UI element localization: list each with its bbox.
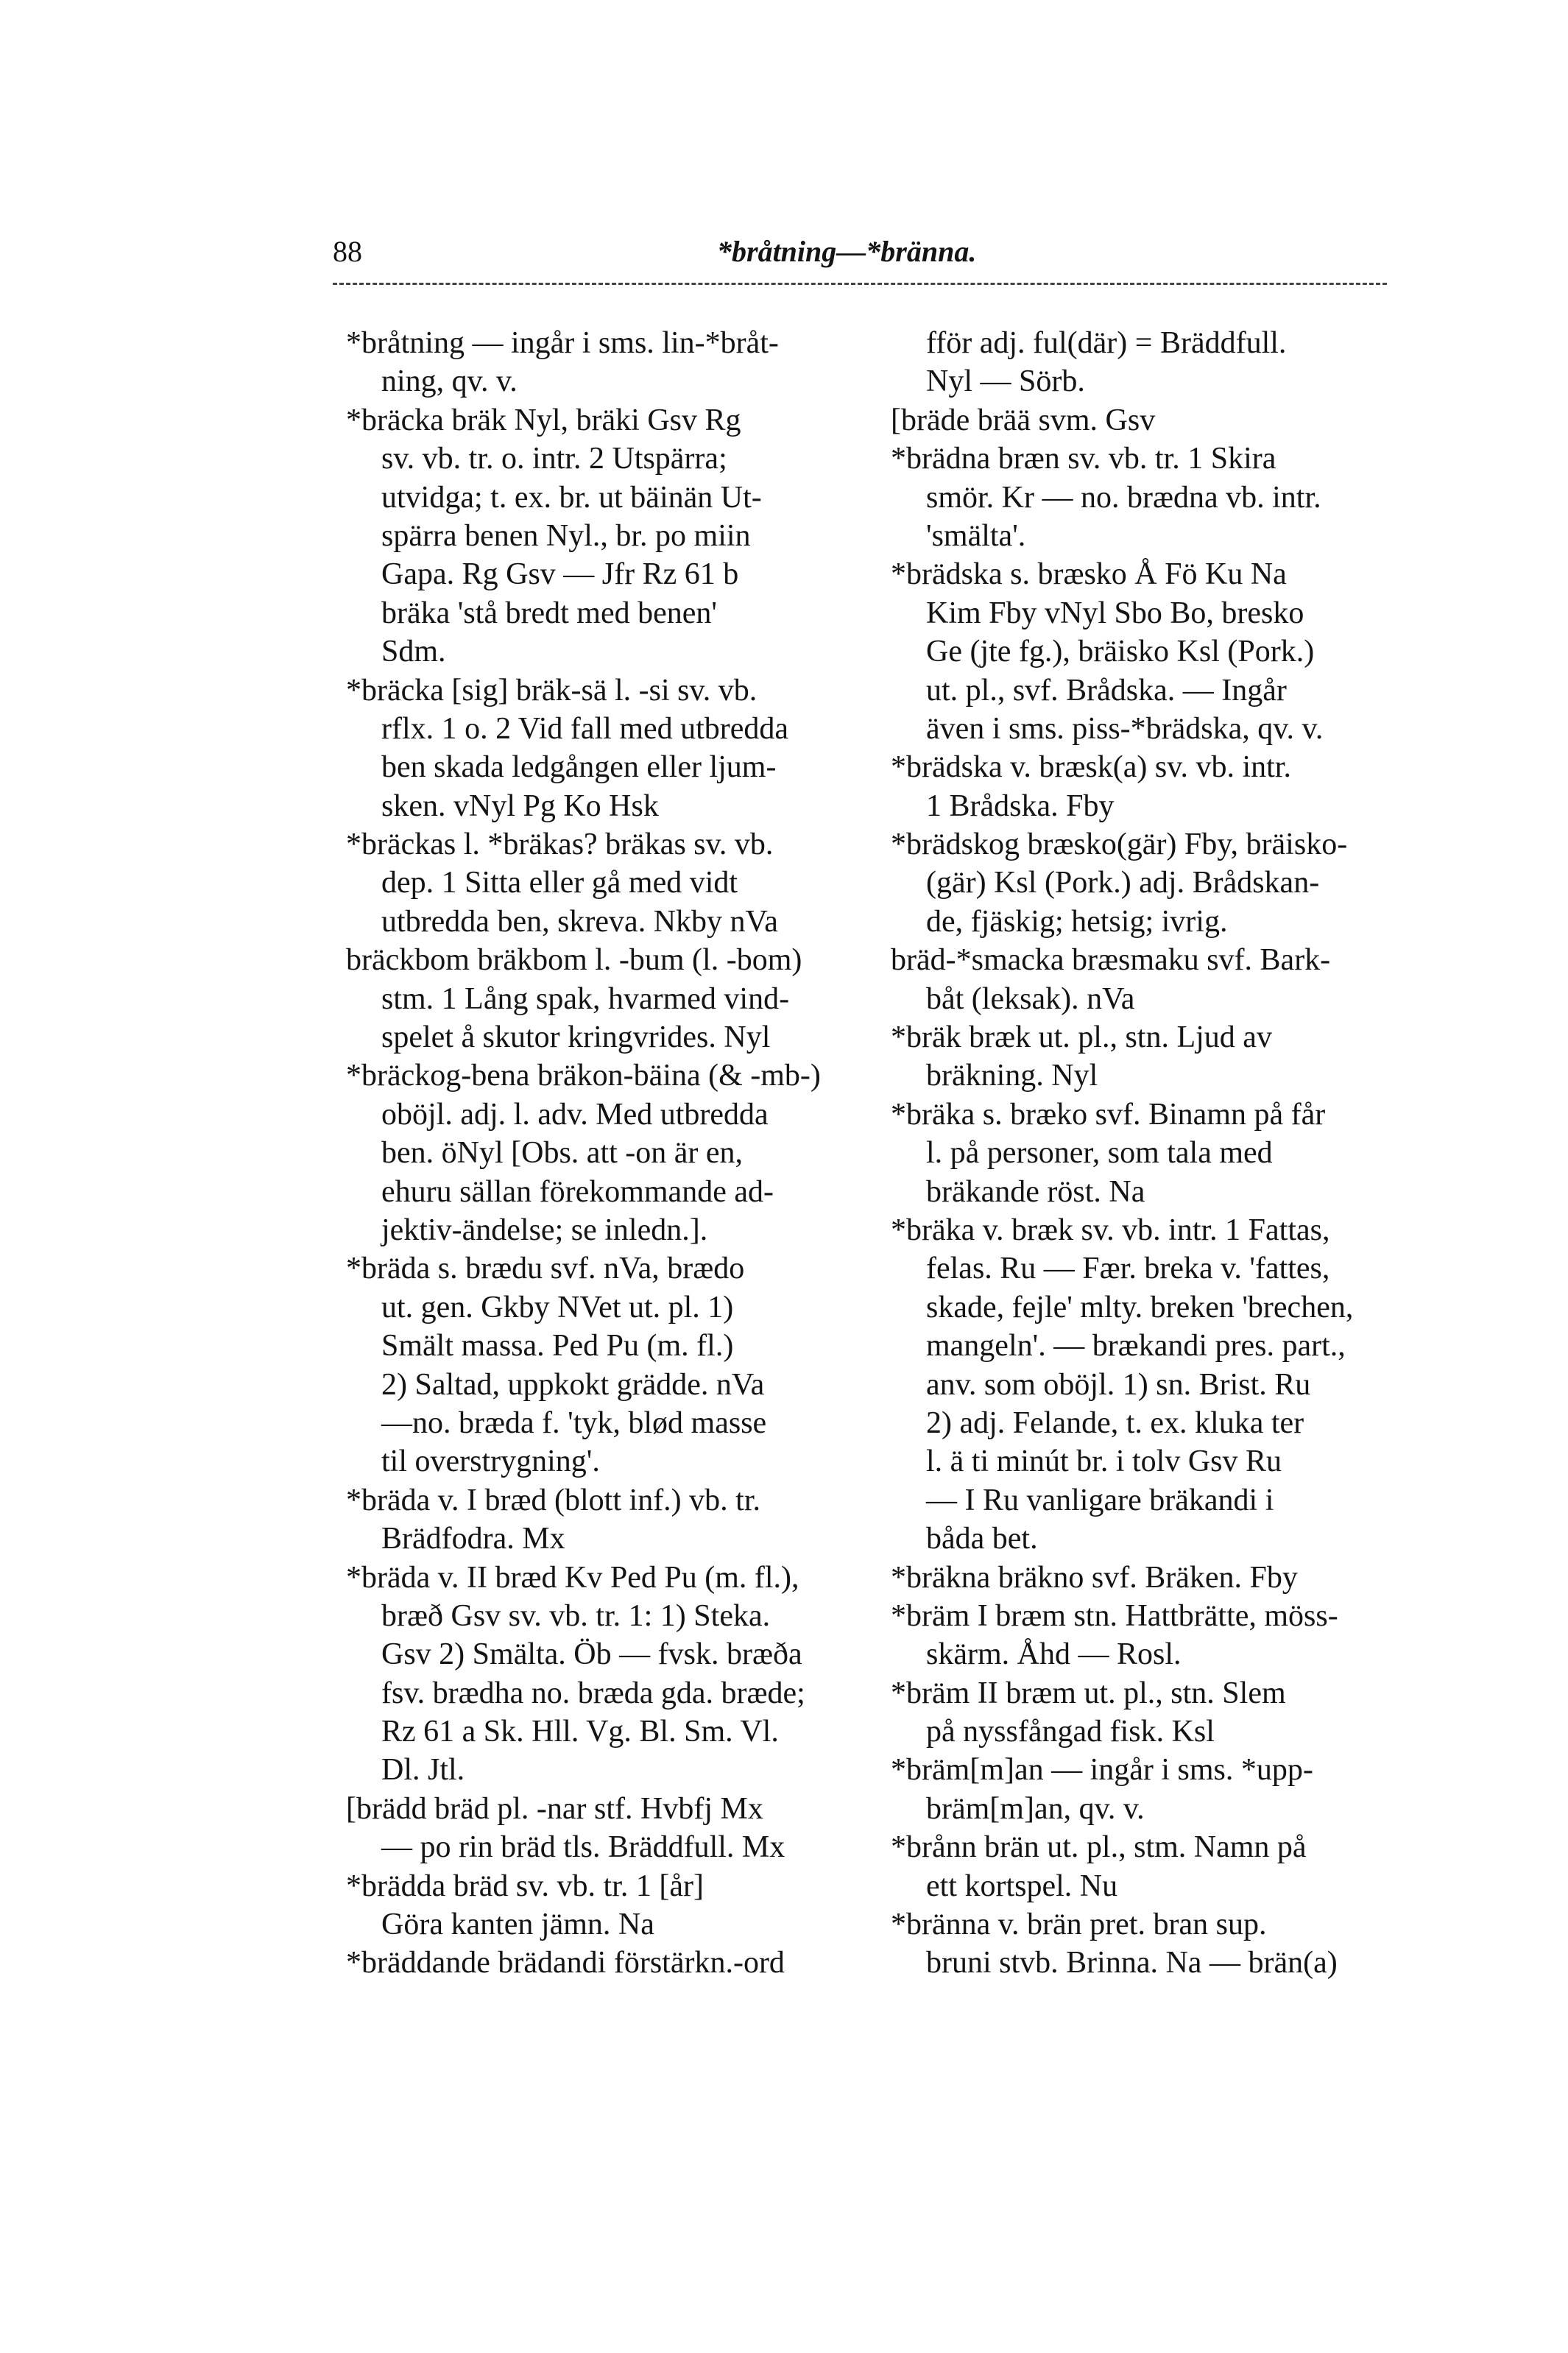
dictionary-line: smör. Kr — no. brædna vb. intr. xyxy=(926,480,1321,515)
dictionary-line: Sdm. xyxy=(381,635,446,669)
dictionary-line: sv. vb. tr. o. intr. 2 Utspärra; xyxy=(381,442,727,476)
dictionary-line: skärm. Åhd — Rosl. xyxy=(926,1637,1182,1672)
dictionary-line: til overstrygning'. xyxy=(381,1444,600,1479)
dictionary-line: Ge (jte fg.), bräisko Ksl (Pork.) xyxy=(926,635,1315,669)
dictionary-line: spärra benen Nyl., br. po miin xyxy=(381,518,751,553)
dictionary-entry-line: *bräckas l. *bräkas? bräkas sv. vb. xyxy=(346,828,774,862)
dictionary-line: ett kortspel. Nu xyxy=(926,1869,1118,1903)
dictionary-line: Nyl — Sörb. xyxy=(926,364,1085,399)
dictionary-entry-line: *brädskog bræsko(gär) Fby, bräisko- xyxy=(891,828,1348,862)
dictionary-line: båda bet. xyxy=(926,1522,1038,1556)
dictionary-line: 1 Brådska. Fby xyxy=(926,789,1115,823)
dictionary-line: ben. öNyl [Obs. att -on är en, xyxy=(381,1136,744,1171)
dictionary-line: anv. som oböjl. 1) sn. Brist. Ru xyxy=(926,1367,1311,1402)
dictionary-entry-line: *brädska s. bræsko Å Fö Ku Na xyxy=(891,557,1287,592)
dictionary-line: spelet å skutor kringvrides. Nyl xyxy=(381,1020,771,1055)
dictionary-entry-line: *bräm[m]an — ingår i sms. *upp- xyxy=(891,1753,1313,1788)
dictionary-line: ehuru sällan förekommande ad- xyxy=(381,1174,774,1209)
dictionary-entry-line: *bräcka [sig] bräk-sä l. -si sv. vb. xyxy=(346,673,757,708)
dictionary-entry-line: *bräk bræk ut. pl., stn. Ljud av xyxy=(891,1020,1272,1055)
dictionary-line: 'smälta'. xyxy=(926,518,1026,553)
dictionary-line: de, fjäskig; hetsig; ivrig. xyxy=(926,904,1228,939)
dictionary-entry-line: *brånn brän ut. pl., stm. Namn på xyxy=(891,1830,1307,1865)
dictionary-line: felas. Ru — Fær. breka v. 'fattes, xyxy=(926,1252,1330,1286)
running-head: *bråtning—*bränna. xyxy=(717,235,977,268)
dictionary-line: ut. pl., svf. Brådska. — Ingår xyxy=(926,673,1287,708)
right-column xyxy=(891,324,1377,1983)
dictionary-line: båt (leksak). nVa xyxy=(926,981,1135,1016)
dictionary-line: mangeln'. — brækandi pres. part., xyxy=(926,1329,1346,1364)
dictionary-line: stm. 1 Lång spak, hvarmed vind- xyxy=(381,981,790,1016)
dictionary-entry-line: *bräddande brädandi förstärkn.-ord xyxy=(346,1946,785,1980)
dictionary-entry-line: [brädd bräd pl. -nar stf. Hvbfj Mx xyxy=(346,1791,763,1826)
dictionary-entry-line: *brädna bræn sv. vb. tr. 1 Skira xyxy=(891,442,1276,476)
dictionary-entry-line: bräckbom bräkbom l. -bum (l. -bom) xyxy=(346,943,802,978)
dictionary-line: Gsv 2) Smälta. Öb — fvsk. bræða xyxy=(381,1637,802,1672)
dictionary-line: bräkande röst. Na xyxy=(926,1174,1145,1209)
dictionary-line: fför adj. ful(där) = Bräddfull. xyxy=(926,326,1287,360)
dictionary-line: skade, fejle' mlty. breken 'brechen, xyxy=(926,1290,1354,1324)
dictionary-line: ning, qv. v. xyxy=(381,364,518,399)
dictionary-line: 2) adj. Felande, t. ex. kluka ter xyxy=(926,1405,1304,1440)
left-column xyxy=(346,324,832,1983)
dictionary-entry-line: *brädska v. bræsk(a) sv. vb. intr. xyxy=(891,750,1291,785)
dictionary-line: ben skada ledgången eller ljum- xyxy=(381,750,777,785)
dictionary-entry-line: *bräda v. I bræd (blott inf.) vb. tr. xyxy=(346,1483,761,1517)
dictionary-entry-line: *bräm II bræm ut. pl., stn. Slem xyxy=(891,1676,1286,1710)
dictionary-line: l. ä ti minút br. i tolv Gsv Ru xyxy=(926,1444,1282,1479)
dictionary-line: Dl. Jtl. xyxy=(381,1753,465,1788)
dictionary-line: — po rin bräd tls. Bräddfull. Mx xyxy=(381,1830,785,1865)
dictionary-line: —no. bræda f. 'tyk, blød masse xyxy=(381,1405,767,1440)
dictionary-line: Göra kanten jämn. Na xyxy=(381,1908,654,1942)
dictionary-line: bräkning. Nyl xyxy=(926,1059,1098,1093)
dictionary-entry-line: *bräda v. II bræd Kv Ped Pu (m. fl.), xyxy=(346,1560,799,1595)
dictionary-entry-line: *bräcka bräk Nyl, bräki Gsv Rg xyxy=(346,403,741,437)
dictionary-line: även i sms. piss-*brädska, qv. v. xyxy=(926,711,1324,746)
dictionary-entry-line: *bräka s. bræko svf. Binamn på får xyxy=(891,1097,1326,1132)
dictionary-line: l. på personer, som tala med xyxy=(926,1136,1273,1171)
dictionary-entry-line: *bräkna bräkno svf. Bräken. Fby xyxy=(891,1560,1298,1595)
header-rule xyxy=(333,283,1387,285)
dictionary-line: Brädfodra. Mx xyxy=(381,1522,565,1556)
dictionary-line: bræð Gsv sv. vb. tr. 1: 1) Steka. xyxy=(381,1598,771,1633)
dictionary-entry-line: bräd-*smacka bræsmaku svf. Bark- xyxy=(891,943,1331,978)
dictionary-line: 2) Saltad, uppkokt grädde. nVa xyxy=(381,1367,765,1402)
dictionary-line: bräka 'stå bredt med benen' xyxy=(381,596,717,630)
dictionary-entry-line: *bräm I bræm stn. Hattbrätte, möss- xyxy=(891,1598,1338,1633)
dictionary-line: Kim Fby vNyl Sbo Bo, bresko xyxy=(926,596,1304,630)
dictionary-line: ut. gen. Gkby NVet ut. pl. 1) xyxy=(381,1290,734,1324)
dictionary-line: rflx. 1 o. 2 Vid fall med utbredda xyxy=(381,711,789,746)
dictionary-line: Gapa. Rg Gsv — Jfr Rz 61 b xyxy=(381,557,739,592)
dictionary-line: Rz 61 a Sk. Hll. Vg. Bl. Sm. Vl. xyxy=(381,1715,779,1749)
dictionary-entry-line: *bräda s. brædu svf. nVa, brædo xyxy=(346,1252,745,1286)
dictionary-line: fsv. brædha no. bræda gda. bræde; xyxy=(381,1676,805,1710)
dictionary-entry-line: *bråtning — ingår i sms. lin-*bråt- xyxy=(346,326,779,360)
dictionary-line: jektiv-ändelse; se inledn.]. xyxy=(381,1213,708,1247)
dictionary-line: på nyssfångad fisk. Ksl xyxy=(926,1715,1215,1749)
dictionary-line: (gär) Ksl (Pork.) adj. Brådskan- xyxy=(926,866,1320,900)
dictionary-line: oböjl. adj. l. adv. Med utbredda xyxy=(381,1097,769,1132)
dictionary-entry-line: *brädda bräd sv. vb. tr. 1 [år] xyxy=(346,1869,704,1903)
dictionary-line: bruni stvb. Brinna. Na — brän(a) xyxy=(926,1946,1338,1980)
page-number: 88 xyxy=(333,235,362,268)
dictionary-line: bräm[m]an, qv. v. xyxy=(926,1791,1145,1826)
dictionary-entry-line: *bränna v. brän pret. bran sup. xyxy=(891,1908,1267,1942)
dictionary-line: Smält massa. Ped Pu (m. fl.) xyxy=(381,1329,734,1364)
dictionary-entry-line: *bräckog-bena bräkon-bäina (& -mb-) xyxy=(346,1059,821,1093)
dictionary-entry-line: [bräde brää svm. Gsv xyxy=(891,403,1156,437)
dictionary-line: sken. vNyl Pg Ko Hsk xyxy=(381,789,659,823)
dictionary-entry-line: *bräka v. bræk sv. vb. intr. 1 Fattas, xyxy=(891,1213,1330,1247)
dictionary-line: — I Ru vanligare bräkandi i xyxy=(926,1483,1274,1517)
dictionary-line: dep. 1 Sitta eller gå med vidt xyxy=(381,866,738,900)
dictionary-line: utbredda ben, skreva. Nkby nVa xyxy=(381,904,778,939)
dictionary-line: utvidga; t. ex. br. ut bäinän Ut- xyxy=(381,480,762,515)
